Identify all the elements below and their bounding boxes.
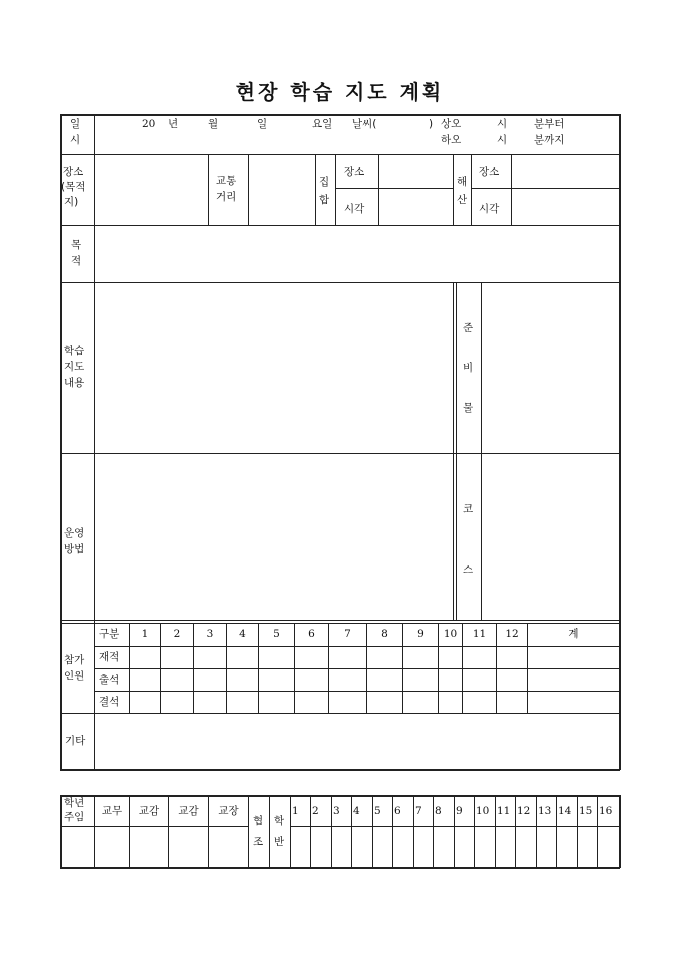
- course-label-2: 스: [463, 564, 474, 576]
- col-9: 9: [417, 628, 424, 640]
- dismiss-label-2: 산: [457, 194, 468, 206]
- dismiss-label-1: 해: [457, 176, 468, 188]
- homeroom-label-2: 주임: [64, 811, 85, 823]
- class-12: 12: [517, 805, 531, 817]
- attendance-label-1: 참가: [64, 654, 85, 666]
- until-label: 분까지: [534, 134, 565, 146]
- month-label: 월: [208, 118, 219, 130]
- role-principal: 교장: [218, 805, 239, 817]
- role-academic: 교무: [101, 805, 123, 817]
- gather-label-1: 집: [319, 176, 330, 188]
- prep-label-1: 준: [463, 322, 474, 334]
- class-8: 8: [435, 805, 442, 817]
- method-label-2: 방법: [64, 543, 85, 555]
- year-label: 년: [168, 118, 179, 130]
- date-label-top: 일: [70, 118, 81, 130]
- cooperation-label-1: 협: [253, 815, 264, 827]
- prep-label-2: 비: [463, 362, 474, 374]
- pm-label: 하오: [441, 134, 462, 146]
- class-16: 16: [599, 805, 613, 817]
- homeroom-label-1: 학년: [64, 797, 85, 809]
- col-10: 10: [443, 628, 458, 640]
- class-9: 9: [456, 805, 463, 817]
- class-2: 2: [312, 805, 319, 817]
- col-total: 계: [568, 628, 579, 640]
- purpose-label-1: 목: [71, 239, 82, 251]
- weekday-label: 요일: [312, 118, 333, 130]
- place-label-3: 지): [64, 196, 79, 208]
- purpose-label-2: 적: [71, 255, 82, 267]
- class-5: 5: [374, 805, 381, 817]
- distance-label-2: 거리: [216, 191, 237, 203]
- year-prefix: 20: [142, 118, 156, 130]
- content-label-3: 내용: [64, 377, 85, 389]
- class-4: 4: [353, 805, 360, 817]
- hour-label-1: 시: [497, 118, 508, 130]
- class-3: 3: [333, 805, 340, 817]
- place-label-2: (목적: [61, 181, 86, 193]
- attendance-label-2: 인원: [64, 670, 85, 682]
- attendance-header-label: 구분: [99, 628, 120, 640]
- col-8: 8: [381, 628, 388, 640]
- class-10: 10: [476, 805, 490, 817]
- cooperation-label-2: 조: [253, 836, 264, 848]
- col-5: 5: [273, 628, 280, 640]
- weather-label: 날씨(: [352, 118, 377, 130]
- distance-label-1: 교통: [216, 175, 237, 187]
- gather-label-2: 합: [319, 194, 330, 206]
- class-14: 14: [558, 805, 572, 817]
- gather-place-label: 장소: [344, 166, 365, 178]
- row-enrolled: 재적: [99, 651, 120, 663]
- content-label-2: 지도: [64, 361, 85, 373]
- class-13: 13: [538, 805, 552, 817]
- place-label-1: 장소: [63, 166, 84, 178]
- dismiss-place-label: 장소: [479, 166, 500, 178]
- role-vice-1: 교감: [138, 805, 160, 817]
- col-1: 1: [141, 628, 149, 640]
- dismiss-time-label: 시각: [479, 203, 500, 215]
- class-6: 6: [394, 805, 401, 817]
- from-label: 분부터: [534, 118, 565, 130]
- gather-time-label: 시각: [344, 203, 365, 215]
- row-present: 출석: [99, 674, 120, 686]
- etc-label: 기타: [65, 735, 86, 747]
- class-15: 15: [579, 805, 593, 817]
- hour-label-2: 시: [497, 134, 508, 146]
- col-11: 11: [472, 628, 487, 640]
- class-1: 1: [292, 805, 299, 817]
- row-absent: 결석: [99, 696, 120, 708]
- col-2: 2: [173, 628, 181, 640]
- weather-close: ): [429, 118, 434, 130]
- page-title: 현장 학습 지도 계획: [235, 80, 445, 104]
- class-11: 11: [497, 805, 511, 817]
- content-label-1: 학습: [64, 345, 85, 357]
- am-label: 상오: [441, 118, 462, 130]
- class-label-1: 학: [274, 815, 285, 827]
- role-vice-2: 교감: [178, 805, 199, 817]
- method-label-1: 운영: [64, 527, 85, 539]
- col-7: 7: [344, 628, 351, 640]
- class-7: 7: [415, 805, 422, 817]
- course-label-1: 코: [463, 503, 474, 515]
- col-4: 4: [239, 628, 246, 640]
- day-label: 일: [257, 118, 268, 130]
- col-6: 6: [308, 628, 315, 640]
- date-label-bottom: 시: [70, 134, 81, 146]
- class-label-2: 반: [274, 836, 285, 848]
- prep-label-3: 물: [463, 402, 474, 414]
- col-3: 3: [206, 628, 214, 640]
- col-12: 12: [505, 628, 519, 640]
